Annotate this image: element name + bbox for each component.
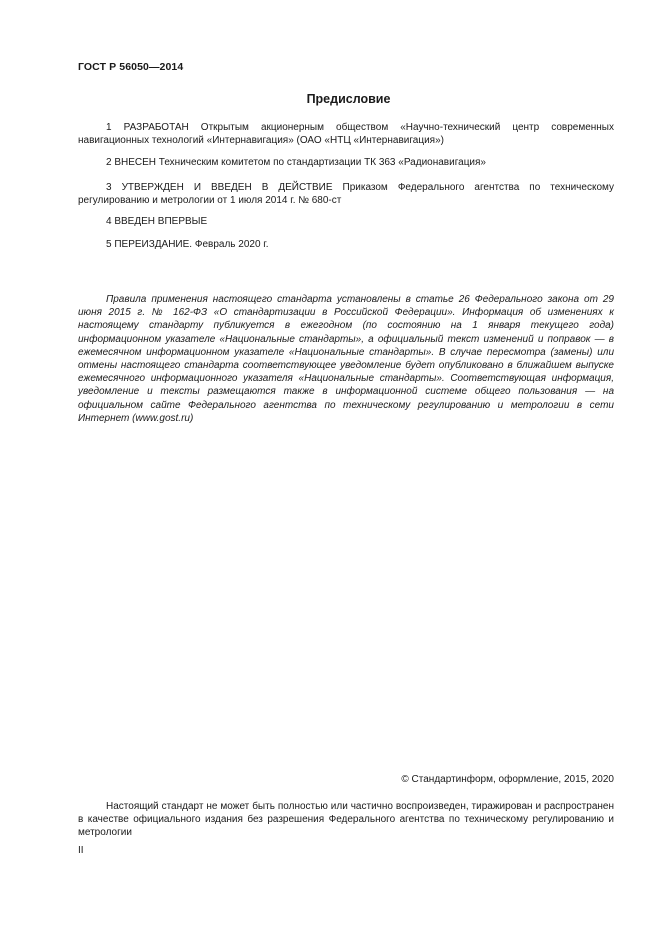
standard-code: ГОСТ Р 56050—2014 xyxy=(78,61,184,73)
preface-item-introduced: 2 ВНЕСЕН Техническим комитетом по стандартизации ТК 363 «Радионавигация» xyxy=(106,157,486,168)
rights-statement: Настоящий стандарт не может быть полностью или частично воспроизведен, тиражирован и распространен в качестве официального издания без разрешения Федерального агентства по техническому регулированию и метрологии xyxy=(78,801,614,839)
preface-item-reissue: 5 ПЕРЕИЗДАНИЕ. Февраль 2020 г. xyxy=(106,239,269,250)
preface-item-developed: 1 РАЗРАБОТАН Открытым акционерным обществом «Научно-технический центр современных навигационных технологий «Интернавигация» (ОАО «НТЦ «Интернавигация») xyxy=(78,122,614,147)
preface-item-approved: 3 УТВЕРЖДЕН И ВВЕДЕН В ДЕЙСТВИЕ Приказом Федерального агентства по техническому регулированию и метрологии от 1 июля 2014 г. № 680-ст xyxy=(78,182,614,207)
preface-title: Предисловие xyxy=(306,92,391,106)
page-number: II xyxy=(78,845,84,856)
preface-item-first-time: 4 ВВЕДЕН ВПЕРВЫЕ xyxy=(106,216,208,227)
application-rules-notice: Правила применения настоящего стандарта установлены в статье 26 Федерального закона от 29 июня 2015 г. № 162-ФЗ «О стандартизации в Российской Федерации». Информация об изменениях к настоящему стандарту публикуется в ежегодном (по состоянию на 1 января текущего года) информационном указателе «Национальные стандарты», а официальный текст изменений и поправок — в ежемесячном информационном указателе «Национальные стандарты». В случае пересмотра (замены) или отмены настоящего стандарта соответствующее уведомление будет опубликовано в ближайшем выпуске ежемесячного информационного указателя «Национальные стандарты». Соответствующая информация, уведомление и тексты размещаются также в информационной системе общего пользования — на официальном сайте Федерального агентства по техническому регулированию и метрологии в сети Интернет (www.gost.ru) xyxy=(78,294,614,424)
copyright-line: © Стандартинформ, оформление, 2015, 2020 xyxy=(401,774,614,785)
